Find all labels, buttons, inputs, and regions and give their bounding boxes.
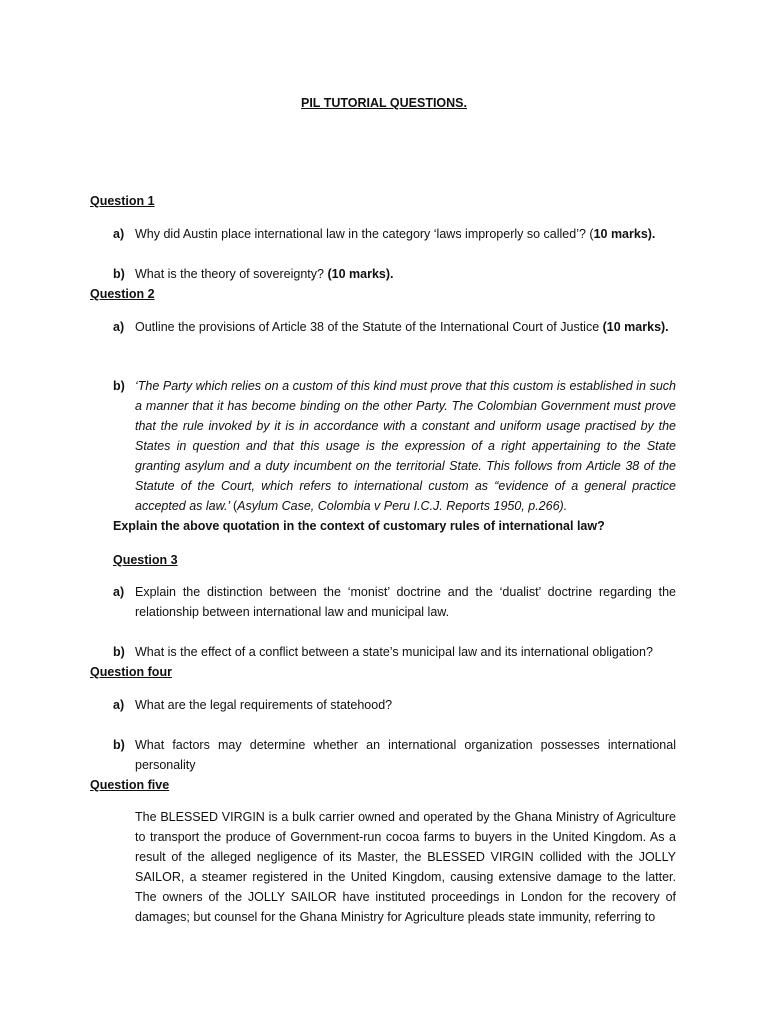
question-2-part-b-text [135,376,676,516]
marks: (10 marks). [327,267,394,281]
question-2-part-a [113,317,676,337]
question-1-part-a [113,224,676,244]
question-2-instruction: Explain the above quotation in the context of customary rules of international law? [113,519,605,533]
part-label: b) [113,738,125,752]
part-label: b) [113,267,125,281]
part-label: b) [113,645,125,659]
question-1-part-b [113,264,676,284]
question-2-part-b [113,376,676,516]
part-label: a) [113,585,125,599]
part-label: b) [113,379,125,393]
citation-open: ( [232,499,238,513]
question-5-scenario: The BLESSED VIRGIN is a bulk carrier owned and operated by the Ghana Ministry of Agriculture to transport the produce of Government-run cocoa farms to buyers in the United Kingdom. As a result of the alleged negligence of its Master, the BLESSED VIRGIN collided with the JOLLY SAILOR, a steamer registered in the United Kingdom, causing extensive damage to the latter. The owners of the JOLLY SAILOR have instituted proceedings in London for the recovery of damages; but counsel for the Ghana Ministry for Agriculture pleads state immunity, referring to [135,810,676,924]
question-1-part-a-text [135,224,676,244]
question-2-part-a-text [135,317,676,337]
question-3-part-b [113,642,676,662]
question-4-heading: Question four [90,665,172,679]
question-3-part-a-text: Explain the distinction between the ‘monist’ doctrine and the ‘dualist’ doctrine regarding the relationship between international law and municipal law. [135,585,676,619]
question-4-part-b-text: What factors may determine whether an international organization possesses international personality [135,738,676,772]
question-1-heading: Question 1 [90,194,155,208]
question-4-part-b [113,735,676,775]
part-label: a) [113,698,125,712]
question-5-heading: Question five [90,778,170,792]
question-2-heading: Question 2 [90,287,155,301]
question-3-heading: Question 3 [113,553,178,567]
question-4-part-a-text: What are the legal requirements of statehood? [135,698,393,712]
question-text: Outline the provisions of Article 38 of the Statute of the International Court of Justice [135,320,603,334]
marks: (10 marks). [602,320,669,334]
part-label: a) [113,320,125,334]
asylum-case-quote: ‘The Party which relies on a custom of this kind must prove that this custom is established in such a manner that it has become binding on the other Party. The Colombian Government must prove that the rule invoked by it is in accordance with a constant and uniform usage practised by the States in question and that this usage is the expression of a right appertaining to the State granting asylum and a duty incumbent on the territorial State. This follows from Article 38 of the Statute of the Court, which refers to international custom as “evidence of a general practice accepted as law.’ [135,379,676,513]
question-1-part-b-text [135,264,676,284]
marks: 10 marks). [593,227,656,241]
page-title: PIL TUTORIAL QUESTIONS. [301,96,467,110]
part-label: a) [113,227,125,241]
question-4-part-a [113,695,676,715]
question-3-part-b-text: What is the effect of a conflict between a state’s municipal law and its international obligation? [135,645,653,659]
question-3-part-a [113,582,676,622]
question-text: Why did Austin place international law in the category ‘laws improperly so called’? ( [135,227,594,241]
citation: Asylum Case, Colombia v Peru I.C.J. Reports 1950, p.266). [237,499,568,513]
question-text: What is the theory of sovereignty? [135,267,328,281]
